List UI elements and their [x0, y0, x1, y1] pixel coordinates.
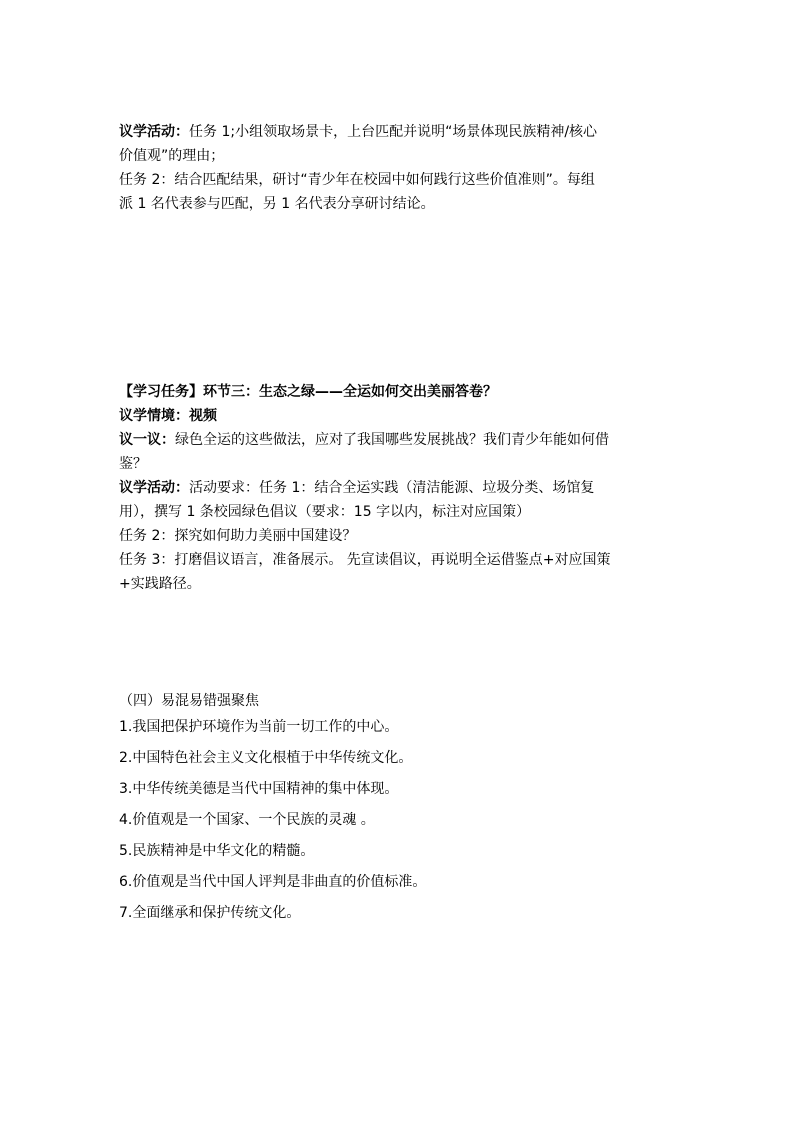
activity-1-line-4: 派 1 名代表参与匹配，另 1 名代表分享研讨结论。	[119, 196, 435, 212]
task-3-line-cont: +实践路径。	[119, 576, 201, 592]
activity-1-label: 议学活动：	[119, 124, 189, 140]
activity-2-label: 议学活动：	[119, 480, 189, 496]
task-3-line: 任务 3：打磨倡议语言，准备展示。 先宣读倡议，再说明全运借鉴点+对应国策	[119, 552, 611, 568]
task-2-line: 任务 2：探究如何助力美丽中国建设？	[119, 528, 357, 544]
context-line	[119, 404, 677, 428]
activity-2-line	[119, 476, 677, 500]
discuss-line-cont: 鉴？	[119, 456, 147, 472]
list-item: 3.中华传统美德是当代中国精神的集中体现。	[119, 781, 399, 797]
discuss-text: 绿色全运的这些做法，应对了我国哪些发展挑战？我们青少年能如何借	[175, 432, 609, 448]
activity-2-line-cont: 用），撰写 1 条校园绿色倡议（要求：15 字以内，标注对应国策）	[119, 504, 531, 520]
discuss-line	[119, 428, 677, 452]
activity-2-text: 活动要求：任务 1：结合全运实践（清洁能源、垃圾分类、场馆复	[189, 480, 595, 496]
list-item: 2.中国特色社会主义文化根植于中华传统文化。	[119, 750, 413, 766]
list-item: 4.价值观是一个国家、一个民族的灵魂 。	[119, 812, 375, 828]
activity-1-line-1	[119, 120, 677, 144]
activity-section-1	[119, 120, 677, 216]
confusion-heading: （四）易混易错强聚焦	[119, 693, 259, 709]
list-item: 5.民族精神是中华文化的精髓。	[119, 843, 315, 859]
list-item: 6.价值观是当代中国人评判是非曲直的价值标准。	[119, 874, 427, 890]
list-item: 7.全面继承和保护传统文化。	[119, 905, 301, 921]
activity-1-task-1: 任务 1;小组领取场景卡，上台匹配并说明“场景体现民族精神/核心	[189, 124, 598, 140]
confusion-points-section	[119, 690, 677, 929]
activity-1-line-2: 价值观”的理由；	[119, 148, 225, 164]
discuss-label: 议一议：	[119, 432, 175, 448]
activity-1-line-3: 任务 2：结合匹配结果，研讨“青少年在校园中如何践行这些价值准则”。每组	[119, 172, 595, 188]
list-item: 1.我国把保护环境作为当前一切工作的中心。	[119, 719, 399, 735]
learning-task-title: 【学习任务】环节三：生态之绿——全运如何交出美丽答卷？	[119, 384, 497, 400]
learning-task-section	[119, 380, 677, 596]
context-label: 议学情境：	[119, 408, 189, 424]
context-value: 视频	[189, 408, 217, 424]
